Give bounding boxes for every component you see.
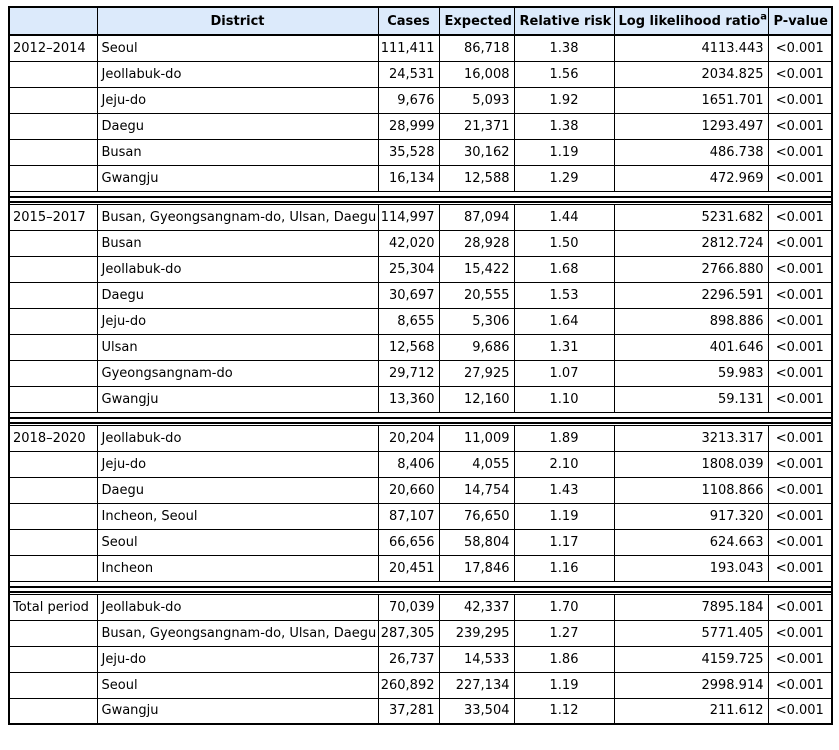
header-log-likelihood-ratio-label: Log likelihood ratio bbox=[618, 13, 761, 29]
cell-cases: 87,107 bbox=[378, 503, 439, 529]
cell-expected: 21,371 bbox=[439, 113, 514, 139]
cell-p-value: <0.001 bbox=[768, 386, 832, 412]
cell-p-value: <0.001 bbox=[768, 425, 832, 451]
cell-period bbox=[9, 451, 97, 477]
cell-p-value: <0.001 bbox=[768, 230, 832, 256]
table-row bbox=[9, 477, 832, 503]
table-row bbox=[9, 139, 832, 165]
cell-relative-risk: 2.10 bbox=[514, 451, 614, 477]
cell-period bbox=[9, 165, 97, 191]
table-row bbox=[9, 334, 832, 360]
cell-log-likelihood-ratio: 917.320 bbox=[614, 503, 768, 529]
cell-relative-risk: 1.27 bbox=[514, 620, 614, 646]
cell-relative-risk: 1.43 bbox=[514, 477, 614, 503]
cell-expected: 17,846 bbox=[439, 555, 514, 581]
table-row bbox=[9, 620, 832, 646]
cell-district: Daegu bbox=[97, 113, 378, 139]
cell-period bbox=[9, 61, 97, 87]
cell-p-value: <0.001 bbox=[768, 113, 832, 139]
cell-cases: 8,655 bbox=[378, 308, 439, 334]
cell-cases: 20,660 bbox=[378, 477, 439, 503]
cell-relative-risk: 1.70 bbox=[514, 594, 614, 620]
cell-relative-risk: 1.44 bbox=[514, 204, 614, 230]
table-row bbox=[9, 594, 832, 620]
cell-period bbox=[9, 308, 97, 334]
table-row bbox=[9, 61, 832, 87]
section-separator bbox=[9, 191, 832, 204]
cell-district: Gyeongsangnam-do bbox=[97, 360, 378, 386]
section-separator-cell bbox=[9, 581, 832, 594]
cell-p-value: <0.001 bbox=[768, 646, 832, 672]
header-district: District bbox=[97, 7, 378, 35]
cell-district: Daegu bbox=[97, 282, 378, 308]
cell-cases: 16,134 bbox=[378, 165, 439, 191]
cell-expected: 42,337 bbox=[439, 594, 514, 620]
cell-district: Jeollabuk-do bbox=[97, 425, 378, 451]
cell-log-likelihood-ratio: 624.663 bbox=[614, 529, 768, 555]
cell-period bbox=[9, 555, 97, 581]
cell-expected: 87,094 bbox=[439, 204, 514, 230]
double-rule bbox=[10, 196, 831, 203]
cell-expected: 9,686 bbox=[439, 334, 514, 360]
table-row bbox=[9, 282, 832, 308]
table-row bbox=[9, 230, 832, 256]
table-row bbox=[9, 204, 832, 230]
cell-period bbox=[9, 646, 97, 672]
cell-district: Jeju-do bbox=[97, 87, 378, 113]
cell-p-value: <0.001 bbox=[768, 256, 832, 282]
header-row bbox=[9, 7, 832, 35]
cell-expected: 15,422 bbox=[439, 256, 514, 282]
cell-cases: 111,411 bbox=[378, 35, 439, 61]
cell-cases: 20,204 bbox=[378, 425, 439, 451]
cell-expected: 5,306 bbox=[439, 308, 514, 334]
table-row bbox=[9, 555, 832, 581]
cell-cases: 28,999 bbox=[378, 113, 439, 139]
cell-district: Incheon, Seoul bbox=[97, 503, 378, 529]
cell-period bbox=[9, 87, 97, 113]
cell-p-value: <0.001 bbox=[768, 308, 832, 334]
cell-relative-risk: 1.50 bbox=[514, 230, 614, 256]
table-row bbox=[9, 35, 832, 61]
cell-cases: 13,360 bbox=[378, 386, 439, 412]
cell-log-likelihood-ratio: 1108.866 bbox=[614, 477, 768, 503]
cell-district: Ulsan bbox=[97, 334, 378, 360]
cell-log-likelihood-ratio: 7895.184 bbox=[614, 594, 768, 620]
cell-period: Total period bbox=[9, 594, 97, 620]
cell-p-value: <0.001 bbox=[768, 620, 832, 646]
cell-expected: 4,055 bbox=[439, 451, 514, 477]
cell-expected: 16,008 bbox=[439, 61, 514, 87]
cell-relative-risk: 1.86 bbox=[514, 646, 614, 672]
cell-log-likelihood-ratio: 193.043 bbox=[614, 555, 768, 581]
cell-expected: 20,555 bbox=[439, 282, 514, 308]
cell-district: Seoul bbox=[97, 672, 378, 698]
cell-period bbox=[9, 698, 97, 724]
cell-district: Gwangju bbox=[97, 698, 378, 724]
section-separator bbox=[9, 581, 832, 594]
cell-period bbox=[9, 334, 97, 360]
table-row bbox=[9, 360, 832, 386]
cell-period bbox=[9, 386, 97, 412]
cell-district: Daegu bbox=[97, 477, 378, 503]
cell-relative-risk: 1.38 bbox=[514, 113, 614, 139]
cell-expected: 14,533 bbox=[439, 646, 514, 672]
table-body bbox=[9, 35, 832, 724]
cell-cases: 29,712 bbox=[378, 360, 439, 386]
cell-cases: 70,039 bbox=[378, 594, 439, 620]
cell-log-likelihood-ratio: 4113.443 bbox=[614, 35, 768, 61]
cell-district: Jeollabuk-do bbox=[97, 61, 378, 87]
cell-district: Jeju-do bbox=[97, 451, 378, 477]
cell-relative-risk: 1.10 bbox=[514, 386, 614, 412]
cell-relative-risk: 1.53 bbox=[514, 282, 614, 308]
table-row bbox=[9, 165, 832, 191]
table-row bbox=[9, 308, 832, 334]
cell-cases: 24,531 bbox=[378, 61, 439, 87]
cell-expected: 12,160 bbox=[439, 386, 514, 412]
cell-relative-risk: 1.29 bbox=[514, 165, 614, 191]
table-row bbox=[9, 646, 832, 672]
table-row bbox=[9, 386, 832, 412]
cell-relative-risk: 1.38 bbox=[514, 35, 614, 61]
cell-cases: 9,676 bbox=[378, 87, 439, 113]
section-separator-cell bbox=[9, 191, 832, 204]
cell-expected: 12,588 bbox=[439, 165, 514, 191]
cell-cases: 20,451 bbox=[378, 555, 439, 581]
header-period bbox=[9, 7, 97, 35]
cell-cases: 287,305 bbox=[378, 620, 439, 646]
cell-relative-risk: 1.16 bbox=[514, 555, 614, 581]
table-row bbox=[9, 672, 832, 698]
cell-cases: 35,528 bbox=[378, 139, 439, 165]
cell-relative-risk: 1.89 bbox=[514, 425, 614, 451]
cell-cases: 12,568 bbox=[378, 334, 439, 360]
cluster-statistics-table bbox=[8, 6, 833, 725]
cell-p-value: <0.001 bbox=[768, 360, 832, 386]
section-separator-cell bbox=[9, 412, 832, 425]
cell-expected: 33,504 bbox=[439, 698, 514, 724]
cell-log-likelihood-ratio: 3213.317 bbox=[614, 425, 768, 451]
table-row bbox=[9, 529, 832, 555]
cell-relative-risk: 1.07 bbox=[514, 360, 614, 386]
cell-period bbox=[9, 529, 97, 555]
header-p-value: P-value bbox=[768, 7, 832, 35]
cell-p-value: <0.001 bbox=[768, 698, 832, 724]
cell-district: Busan bbox=[97, 230, 378, 256]
cell-log-likelihood-ratio: 59.131 bbox=[614, 386, 768, 412]
cell-log-likelihood-ratio: 5231.682 bbox=[614, 204, 768, 230]
cell-p-value: <0.001 bbox=[768, 529, 832, 555]
cell-log-likelihood-ratio: 2034.825 bbox=[614, 61, 768, 87]
cell-log-likelihood-ratio: 2812.724 bbox=[614, 230, 768, 256]
cell-cases: 26,737 bbox=[378, 646, 439, 672]
cell-period bbox=[9, 230, 97, 256]
cell-expected: 239,295 bbox=[439, 620, 514, 646]
cell-period bbox=[9, 477, 97, 503]
cell-district: Jeollabuk-do bbox=[97, 256, 378, 282]
cell-period: 2012–2014 bbox=[9, 35, 97, 61]
cell-period: 2018–2020 bbox=[9, 425, 97, 451]
cell-p-value: <0.001 bbox=[768, 139, 832, 165]
cell-log-likelihood-ratio: 2296.591 bbox=[614, 282, 768, 308]
cell-district: Gwangju bbox=[97, 165, 378, 191]
table-row bbox=[9, 698, 832, 724]
cell-district: Jeju-do bbox=[97, 646, 378, 672]
header-log-likelihood-ratio bbox=[614, 7, 768, 35]
header-relative-risk: Relative risk bbox=[514, 7, 614, 35]
cell-log-likelihood-ratio: 1808.039 bbox=[614, 451, 768, 477]
cell-log-likelihood-ratio: 59.983 bbox=[614, 360, 768, 386]
cell-relative-risk: 1.31 bbox=[514, 334, 614, 360]
cell-expected: 76,650 bbox=[439, 503, 514, 529]
cell-period bbox=[9, 139, 97, 165]
cell-expected: 5,093 bbox=[439, 87, 514, 113]
cell-p-value: <0.001 bbox=[768, 61, 832, 87]
cell-district: Gwangju bbox=[97, 386, 378, 412]
cell-log-likelihood-ratio: 1651.701 bbox=[614, 87, 768, 113]
cell-expected: 30,162 bbox=[439, 139, 514, 165]
cell-relative-risk: 1.64 bbox=[514, 308, 614, 334]
cell-log-likelihood-ratio: 211.612 bbox=[614, 698, 768, 724]
double-rule bbox=[10, 417, 831, 424]
cell-p-value: <0.001 bbox=[768, 672, 832, 698]
cell-expected: 86,718 bbox=[439, 35, 514, 61]
cell-p-value: <0.001 bbox=[768, 503, 832, 529]
cell-cases: 42,020 bbox=[378, 230, 439, 256]
cell-period: 2015–2017 bbox=[9, 204, 97, 230]
double-rule bbox=[10, 586, 831, 593]
cell-log-likelihood-ratio: 401.646 bbox=[614, 334, 768, 360]
cell-district: Seoul bbox=[97, 35, 378, 61]
header-expected: Expected bbox=[439, 7, 514, 35]
cell-cases: 260,892 bbox=[378, 672, 439, 698]
table-row bbox=[9, 256, 832, 282]
cell-p-value: <0.001 bbox=[768, 282, 832, 308]
cell-expected: 27,925 bbox=[439, 360, 514, 386]
cell-log-likelihood-ratio: 898.886 bbox=[614, 308, 768, 334]
cell-log-likelihood-ratio: 1293.497 bbox=[614, 113, 768, 139]
cell-period bbox=[9, 282, 97, 308]
cell-cases: 25,304 bbox=[378, 256, 439, 282]
table-row bbox=[9, 451, 832, 477]
cell-p-value: <0.001 bbox=[768, 594, 832, 620]
cell-p-value: <0.001 bbox=[768, 451, 832, 477]
cell-period bbox=[9, 503, 97, 529]
cell-period bbox=[9, 360, 97, 386]
cell-relative-risk: 1.19 bbox=[514, 503, 614, 529]
cell-log-likelihood-ratio: 486.738 bbox=[614, 139, 768, 165]
cell-p-value: <0.001 bbox=[768, 204, 832, 230]
cell-period bbox=[9, 620, 97, 646]
cell-cases: 66,656 bbox=[378, 529, 439, 555]
footnote-marker: a bbox=[760, 11, 767, 23]
cell-cases: 30,697 bbox=[378, 282, 439, 308]
cell-log-likelihood-ratio: 5771.405 bbox=[614, 620, 768, 646]
cell-relative-risk: 1.56 bbox=[514, 61, 614, 87]
header-cases: Cases bbox=[378, 7, 439, 35]
section-separator bbox=[9, 412, 832, 425]
cell-period bbox=[9, 256, 97, 282]
cell-log-likelihood-ratio: 2766.880 bbox=[614, 256, 768, 282]
cell-expected: 58,804 bbox=[439, 529, 514, 555]
cell-district: Jeju-do bbox=[97, 308, 378, 334]
cell-relative-risk: 1.19 bbox=[514, 139, 614, 165]
cell-period bbox=[9, 672, 97, 698]
cell-district: Busan, Gyeongsangnam-do, Ulsan, Daegu bbox=[97, 620, 378, 646]
cell-relative-risk: 1.19 bbox=[514, 672, 614, 698]
table-header bbox=[9, 7, 832, 35]
table-row bbox=[9, 503, 832, 529]
cell-log-likelihood-ratio: 472.969 bbox=[614, 165, 768, 191]
cell-cases: 37,281 bbox=[378, 698, 439, 724]
cell-p-value: <0.001 bbox=[768, 477, 832, 503]
cell-cases: 114,997 bbox=[378, 204, 439, 230]
cell-p-value: <0.001 bbox=[768, 165, 832, 191]
cell-log-likelihood-ratio: 2998.914 bbox=[614, 672, 768, 698]
table-row bbox=[9, 113, 832, 139]
cell-district: Busan bbox=[97, 139, 378, 165]
cell-cases: 8,406 bbox=[378, 451, 439, 477]
cell-district: Incheon bbox=[97, 555, 378, 581]
cell-expected: 28,928 bbox=[439, 230, 514, 256]
cell-expected: 14,754 bbox=[439, 477, 514, 503]
cell-relative-risk: 1.68 bbox=[514, 256, 614, 282]
cell-log-likelihood-ratio: 4159.725 bbox=[614, 646, 768, 672]
cell-relative-risk: 1.12 bbox=[514, 698, 614, 724]
cell-p-value: <0.001 bbox=[768, 555, 832, 581]
table-row bbox=[9, 425, 832, 451]
cell-p-value: <0.001 bbox=[768, 35, 832, 61]
cell-relative-risk: 1.17 bbox=[514, 529, 614, 555]
cell-district: Jeollabuk-do bbox=[97, 594, 378, 620]
cell-expected: 11,009 bbox=[439, 425, 514, 451]
cell-p-value: <0.001 bbox=[768, 87, 832, 113]
cell-period bbox=[9, 113, 97, 139]
table-row bbox=[9, 87, 832, 113]
cell-relative-risk: 1.92 bbox=[514, 87, 614, 113]
cell-district: Seoul bbox=[97, 529, 378, 555]
cell-p-value: <0.001 bbox=[768, 334, 832, 360]
cell-district: Busan, Gyeongsangnam-do, Ulsan, Daegu bbox=[97, 204, 378, 230]
cell-expected: 227,134 bbox=[439, 672, 514, 698]
